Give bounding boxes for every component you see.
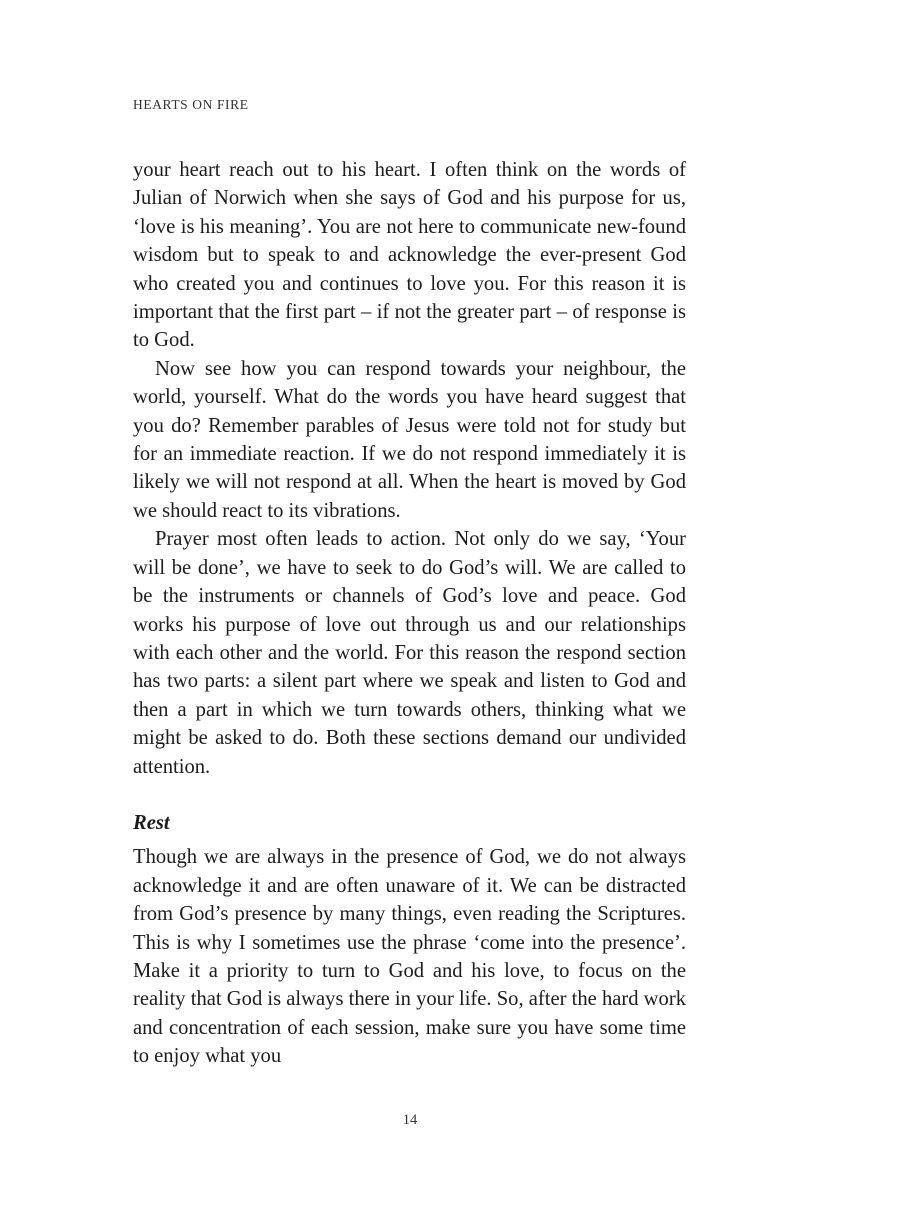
running-head: HEARTS ON FIRE: [133, 97, 249, 112]
paragraph-respond-neighbour: Now see how you can respond towards your neighbour, the world, yourself. What do the words you have heard suggest that you do? Remember parables of Jesus were told not for study but for an immediate reaction. If we do not respond immediately it is likely we will not respond at all. When the heart is moved by God we should react to its vibrations.: [133, 357, 686, 522]
paragraph-prayer-action: Prayer most often leads to action. Not only do we say, ‘Your will be done’, we have to seek to do God’s will. We are called to be the instruments or channels of God’s love and peace. God works his purpose of love out through us and our relationships with each other and the world. For this reason the respond section has two parts: a silent part where we speak and listen to God and then a part in which we turn towards others, thinking what we might be asked to do. Both these sections demand our undivided attention.: [133, 528, 686, 778]
paragraph-rest: Though we are always in the presence of God, we do not always acknowledge it and are often unaware of it. We can be distracted from God’s presence by many things, even reading the Scriptures. This is why I sometimes use the phrase ‘come into the presence’. Make it a priority to turn to God and his love, to focus on the reality that God is always there in your life. So, after the hard work and concentration of each session, make sure you have some time to enjoy what you: [133, 846, 687, 1068]
body-text: [133, 156, 686, 1071]
section-heading-rest: Rest: [133, 811, 170, 834]
page-number: 14: [402, 1112, 418, 1128]
paragraph-continued: your heart reach out to his heart. I often think on the words of Julian of Norwich when she says of God and his purpose for us, ‘love is his meaning’. You are not here to communicate new-found wisdom but to speak to and acknowledge the ever-present God who created you and continues to love you. For this reason it is important that the first part – if not the greater part – of response is to God.: [133, 159, 686, 352]
